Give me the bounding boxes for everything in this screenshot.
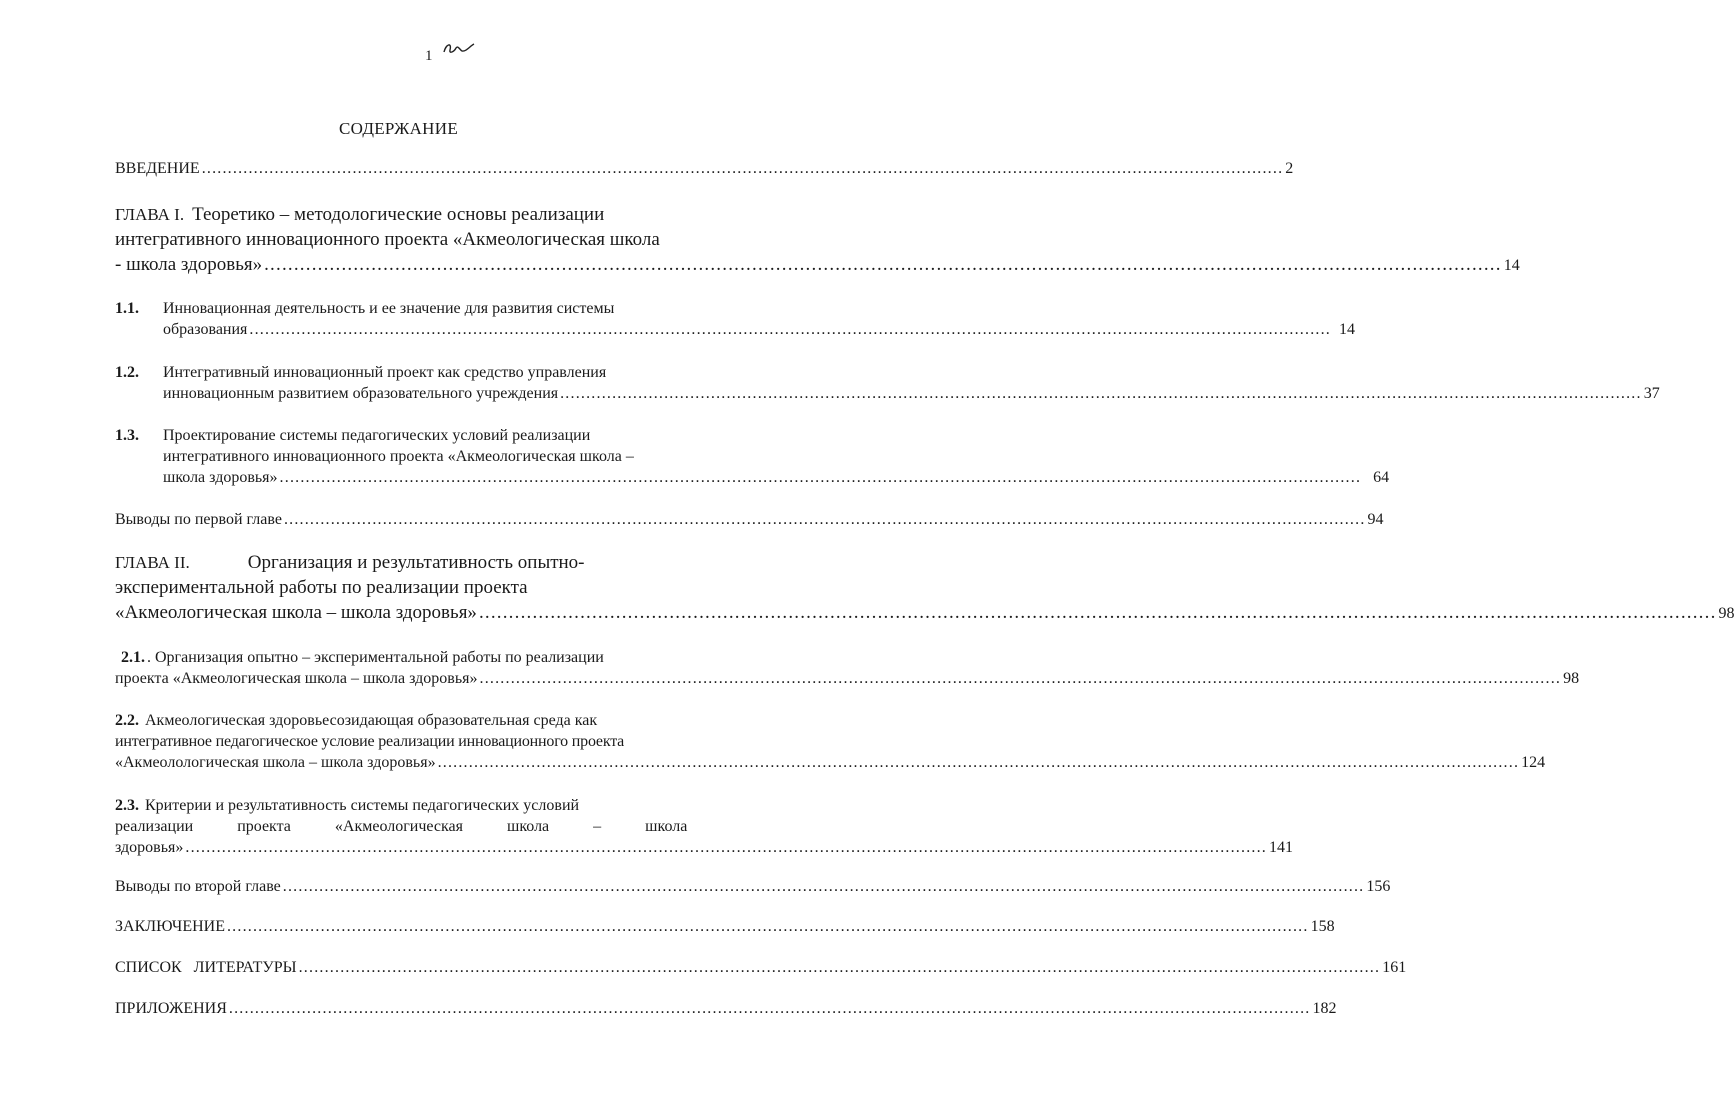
chapter-title-line3: - школа здоровья» xyxy=(115,254,263,275)
chapter-title-line3: «Акмеологическая школа – школа здоровья» xyxy=(115,602,477,623)
leader-dots xyxy=(284,509,1366,530)
section-title-line1: Акмеологическая здоровьесозидающая образовательная среда как xyxy=(145,712,598,729)
leader-dots xyxy=(280,467,1362,488)
leader-dots xyxy=(264,252,1502,277)
page-ref: 37 xyxy=(1643,385,1660,402)
section-title-line2: интегративное педагогическое условие реализации инновационного проекта xyxy=(115,733,625,750)
chapter-title-line2: экспериментальной работы по реализации проекта xyxy=(115,577,528,598)
section-title-line2: интегративного инновационного проекта «Акмеологическая школа – xyxy=(163,448,634,465)
section-number: 1.1. xyxy=(115,300,139,317)
page-ref: 141 xyxy=(1269,839,1293,856)
leader-dots xyxy=(229,998,1311,1019)
toc-entry-section-1-3[interactable] xyxy=(115,425,1390,488)
page-ref: 2 xyxy=(1285,160,1294,177)
leader-dots xyxy=(299,957,1381,978)
toc-entry-chapter1[interactable] xyxy=(115,202,1520,278)
section-title-line1: . Организация опытно – экспериментальной работы по реализации xyxy=(147,649,604,666)
page-ref: 161 xyxy=(1382,959,1407,976)
leader-dots xyxy=(202,158,1284,179)
toc-entry-section-2-1[interactable] xyxy=(115,647,1580,689)
leader-dots xyxy=(560,383,1642,404)
toc-entry-section-1-1[interactable] xyxy=(115,298,1356,340)
toc-heading: СОДЕРЖАНИЕ xyxy=(338,119,459,138)
leader-dots xyxy=(479,600,1717,625)
section-title-line2: инновационным развитием образовательного учреждения xyxy=(163,385,559,402)
section-title-line3: здоровья» xyxy=(115,839,184,856)
toc-entry-appendices[interactable] xyxy=(115,998,1337,1019)
page-ref: 98 xyxy=(1718,605,1735,622)
entry-title: СПИСОК ЛИТЕРАТУРЫ xyxy=(115,959,297,976)
leader-dots xyxy=(438,752,1520,773)
section-title-line3: «Акмеолологическая школа – школа здоровья» xyxy=(115,754,436,771)
section-number: 1.2. xyxy=(115,364,139,381)
section-title-line2: реализации проекта «Акмеологическая школа – школа xyxy=(115,818,688,835)
chapter-title-line1: Теоретико – методологические основы реализации xyxy=(192,204,605,225)
page-ref: 64 xyxy=(1373,469,1390,486)
leader-dots xyxy=(480,668,1562,689)
toc-entry-intro[interactable] xyxy=(115,158,1294,179)
chapter-label: ГЛАВА II. xyxy=(115,553,190,572)
section-number: 2.2. xyxy=(115,712,139,729)
section-title-line1: Инновационная деятельность и ее значение для развития системы xyxy=(163,300,615,317)
page-ref: 94 xyxy=(1367,511,1384,528)
chapter-title-line2: интегративного инновационного проекта «Акмеологическая школа xyxy=(115,229,660,250)
toc-entry-section-1-2[interactable] xyxy=(115,362,1660,404)
toc-entry-section-2-3[interactable] xyxy=(115,795,1293,858)
chapter-title-line1: Организация и результативность опытно- xyxy=(247,552,585,573)
page-ref: 98 xyxy=(1563,670,1580,687)
page-ref: 124 xyxy=(1521,754,1546,771)
entry-title: ВВЕДЕНИЕ xyxy=(115,160,200,177)
chapter-label: ГЛАВА I. xyxy=(115,205,185,224)
leader-dots xyxy=(249,319,1331,340)
page-ref: 156 xyxy=(1366,878,1391,895)
page-ref: 14 xyxy=(1339,321,1356,338)
page-number: 1 xyxy=(425,48,433,64)
section-title-line2: проекта «Акмеологическая школа – школа здоровья» xyxy=(115,670,478,687)
page-ref: 182 xyxy=(1312,1000,1337,1017)
toc-entry-chapter2[interactable] xyxy=(115,550,1735,626)
section-number: 2.1. xyxy=(121,649,145,666)
toc-entry-conclusions-1[interactable] xyxy=(115,509,1384,530)
section-title-line1: Критерии и результативность системы педагогических условий xyxy=(145,797,580,814)
entry-title: ПРИЛОЖЕНИЯ xyxy=(115,1000,227,1017)
entry-title: Выводы по первой главе xyxy=(115,511,282,528)
entry-title: ЗАКЛЮЧЕНИЕ xyxy=(115,918,225,935)
leader-dots xyxy=(185,837,1267,858)
entry-title: Выводы по второй главе xyxy=(115,878,281,895)
section-title-line2: образования xyxy=(163,321,248,338)
handwritten-signature xyxy=(440,36,476,60)
section-number: 1.3. xyxy=(115,427,139,444)
leader-dots xyxy=(283,876,1365,897)
page-ref: 158 xyxy=(1310,918,1335,935)
toc-entry-conclusion[interactable] xyxy=(115,916,1335,937)
section-title-line1: Проектирование системы педагогических условий реализации xyxy=(163,427,591,444)
section-title-line3: школа здоровья» xyxy=(163,469,278,486)
toc-entry-conclusions-2[interactable] xyxy=(115,876,1391,897)
toc-entry-references[interactable] xyxy=(115,957,1407,978)
page-ref: 14 xyxy=(1503,257,1520,274)
section-title-line1: Интегративный инновационный проект как средство управления xyxy=(163,364,607,381)
leader-dots xyxy=(227,916,1309,937)
section-number: 2.3. xyxy=(115,797,139,814)
toc-entry-section-2-2[interactable] xyxy=(115,710,1546,773)
